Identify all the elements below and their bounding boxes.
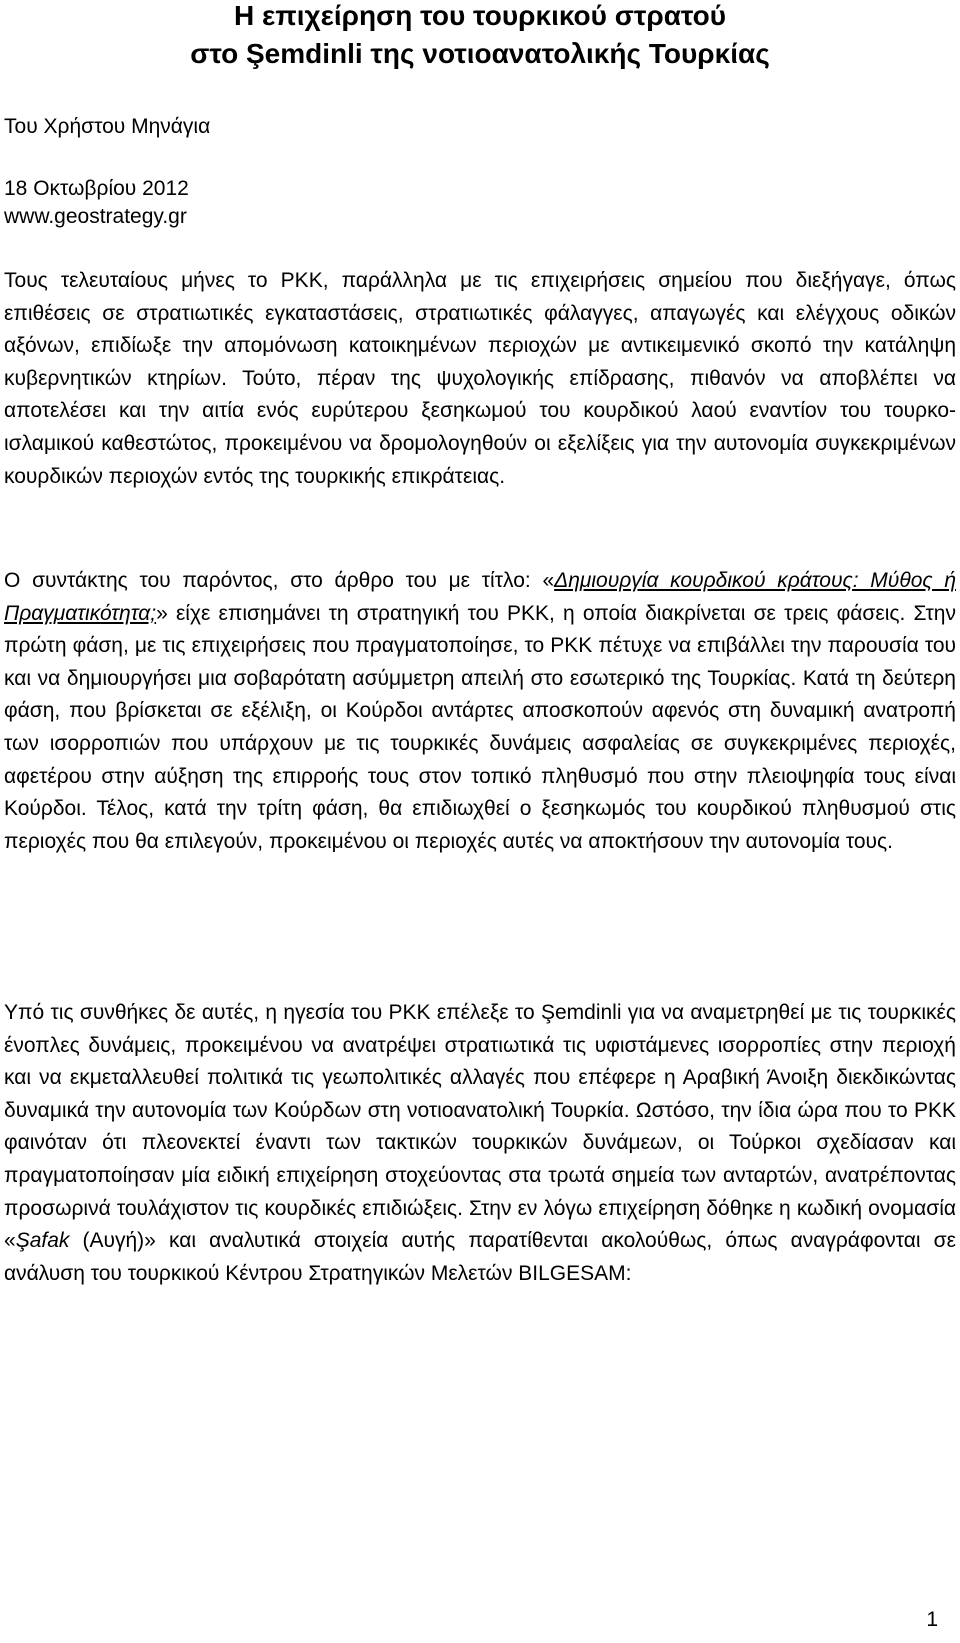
source-website: www.geostrategy.gr: [4, 205, 187, 228]
paragraph-3-intro: Υπό τις συνθήκες δε αυτές, η ηγεσία του PKK επέλεξε το Şemdinli για να αναμετρηθεί με τις τουρκικές ένοπλες δυνάμεις, προκειμένου να ανατρέψει στρατιωτικά τις υφιστάμενες ισορροπίες στην περιοχή και να εκμεταλλευθεί πολιτικά τις γεωπολιτικές αλλαγές που επέφερε η Αραβική Άνοιξη διεκδικώντας δυναμικά την αυτονομία των Κούρδων στη νοτιοανατολική Τουρκία. Ωστόσο, την ίδια ώρα που το PKK φαινόταν ότι πλεονεκτεί έναντι των τακτικών τουρκικών δυνάμεων, οι Τούρκοι σχεδίασαν και πραγματοποίησαν μία ειδική επιχείρηση στοχεύοντας στα τρωτά σημεία των ανταρτών, ανατρέποντας προσωρινά τουλάχιστον τις κουρδικές επιδιώξεις. Στην εν λόγω επιχείρηση δόθηκε η κωδική ονομασία «: [4, 1001, 956, 1253]
body-paragraph-1: Τους τελευταίους μήνες το PKK, παράλληλα με τις επιχειρήσεις σημείου που διεξήγαγε, όπως επιθέσεις σε στρατιωτικές εγκαταστάσεις, στρατιωτικές φάλαγγες, απαγωγές και ελέγχους οδικών αξόνων, επιδίωξε την απομόνωση κατοικημένων περιοχών με αντικειμενικό σκοπό την κατάληψη κυβερνητικών κτηρίων. Τούτο, πέραν της ψυχολογικής επίδρασης, πιθανόν να αποβλέπει να αποτελέσει και την αιτία ενός ευρύτερου ξεσηκωμού του κουρδικού λαού εναντίον του τουρκο-ισλαμικού καθεστώτος, προκειμένου να δρομολογηθούν οι εξελίξεις για την αυτονομία συγκεκριμένων κουρδικών περιοχών εντός της τουρκικής επικράτειας.: [4, 269, 956, 488]
document-title-line-2: στο Şemdinli της νοτιοανατολικής Τουρκίας: [190, 38, 770, 69]
operation-codename: Şafak: [15, 1229, 70, 1253]
author-byline: Του Χρήστου Μηνάγια: [4, 115, 211, 138]
cited-article-title: Δημιουργία κουρδικού κράτους: Μύθος ή Πραγματικότητα;: [4, 569, 956, 625]
paragraph-3-text: (Αυγή)» και αναλυτικά στοιχεία αυτής παρατίθενται ακολούθως, όπως αναγράφονται σε ανάλυση του τουρκικού Κέντρου Στρατηγικών Μελετών BILGESAM:: [4, 1229, 956, 1285]
paragraph-2-intro: Ο συντάκτης του παρόντος, στο άρθρο του με τίτλο: «: [4, 569, 555, 592]
publication-date: 18 Οκτωβρίου 2012: [4, 177, 189, 200]
document-title-line-1: Η επιχείρηση του τουρκικού στρατού: [233, 0, 727, 31]
body-paragraph-3: [4, 997, 956, 1290]
paragraph-2-text: » είχε επισημάνει τη στρατηγική του PKK, η οποία διακρίνεται σε τρεις φάσεις. Στην πρώτη φάση, με τις επιχειρήσεις που πραγματοποίησε, το PKK πέτυχε να επιβάλλει την παρουσία του και να δημιουργήσει μια σοβαρότατη ασύμμετρη απειλή στο εσωτερικό της Τουρκίας. Κατά τη δεύτερη φάση, που βρίσκεται σε εξέλιξη, οι Κούρδοι αντάρτες αποσκοπούν αφενός στη δυναμική ανατροπή των ισορροπιών που υπάρχουν με τις τουρκικές δυνάμεις ασφαλείας σε συγκεκριμένες περιοχές, αφετέρου στην αύξηση της επιρροής τους στον τοπικό πληθυσμό που στην πλειοψηφία τους είναι Κούρδοι. Τέλος, κατά την τρίτη φάση, θα επιδιωχθεί ο ξεσηκωμός του κουρδικού πληθυσμού στις περιοχές που θα επιλεγούν, προκειμένου οι περιοχές αυτές να αποκτήσουν την αυτονομία τους.: [4, 601, 956, 853]
body-paragraph-2: [4, 565, 956, 858]
page-number: 1: [926, 1608, 938, 1631]
